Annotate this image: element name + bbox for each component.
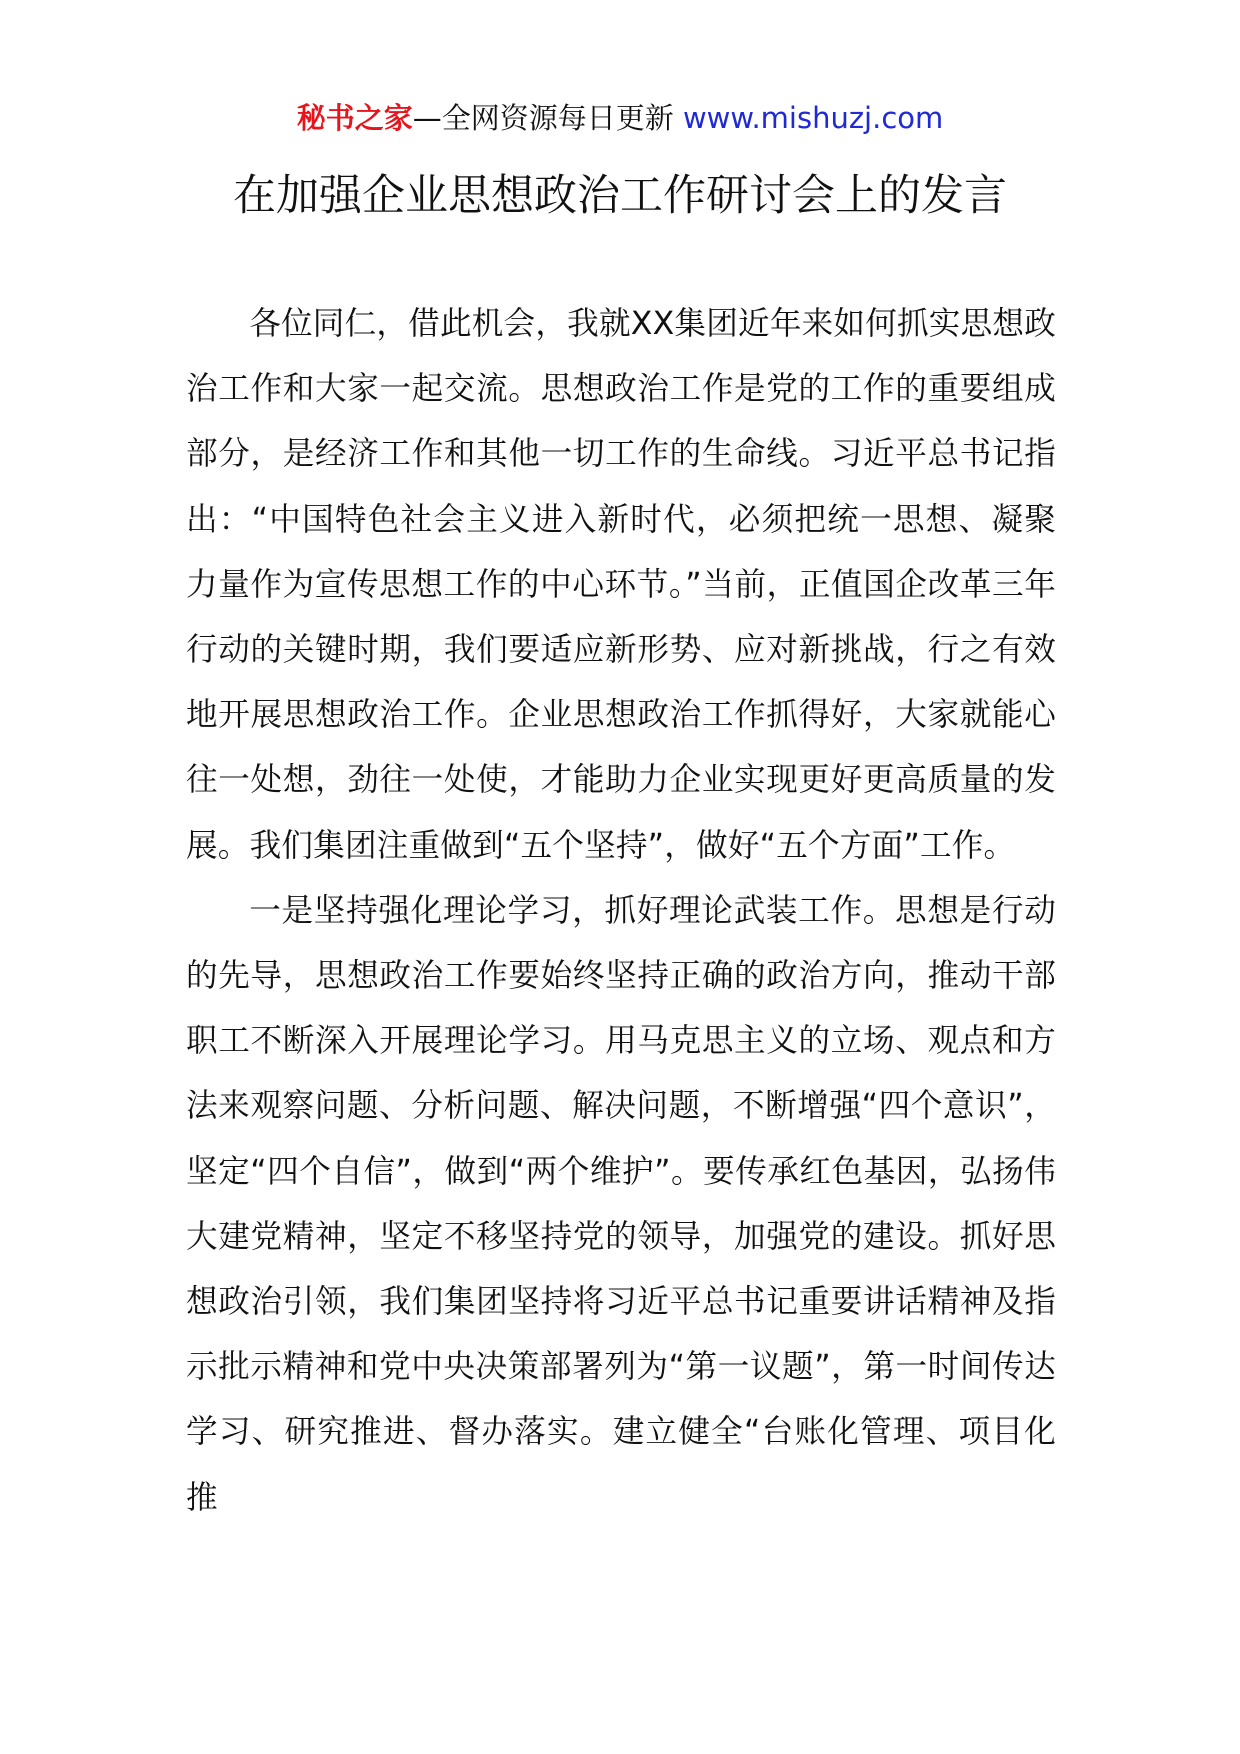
document-title: 在加强企业思想政治工作研讨会上的发言 [233,171,1007,221]
paragraph: 一是坚持强化理论学习，抓好理论武装工作。思想是行动的先导，思想政治工作要始终坚持正确的政治方向，推动干部职工不断深入开展理论学习。用马克思主义的立场、观点和方法来观察问题、分析问题、解决问题，不断增强“四个意识”，坚定“四个自信”，做到“两个维护”。要传承红色基因，弘扬伟大建党精神，坚定不移坚持党的领导，加强党的建设。抓好思想政治引领，我们集团坚持将习近平总书记重要讲话精神及指示批示精神和党中央决策部署列为“第一议题”，第一时间传达学习、研究推进、督办落实。建立健全“台账化管理、项目化推 [186,892,1056,1516]
brand-name: 秘书之家 [296,101,413,135]
page-header [0,98,1240,138]
document-body [186,292,1056,1531]
website-link[interactable]: www.mishuzj.com [682,101,944,135]
header-tagline: —全网资源每日更新 [412,101,674,135]
paragraph: 各位同仁，借此机会，我就XX集团近年来如何抓实思想政治工作和大家一起交流。思想政治工作是党的工作的重要组成部分，是经济工作和其他一切工作的生命线。习近平总书记指出：“中国特色社会主义进入新时代，必须把统一思想、凝聚力量作为宣传思想工作的中心环节。”当前，正值国企改革三年行动的关键时期，我们要适应新形势、应对新挑战，行之有效地开展思想政治工作。企业思想政治工作抓得好，大家就能心往一处想，劲往一处使，才能助力企业实现更好更高质量的发展。我们集团注重做到“五个坚持”，做好“五个方面”工作。 [186,306,1056,864]
